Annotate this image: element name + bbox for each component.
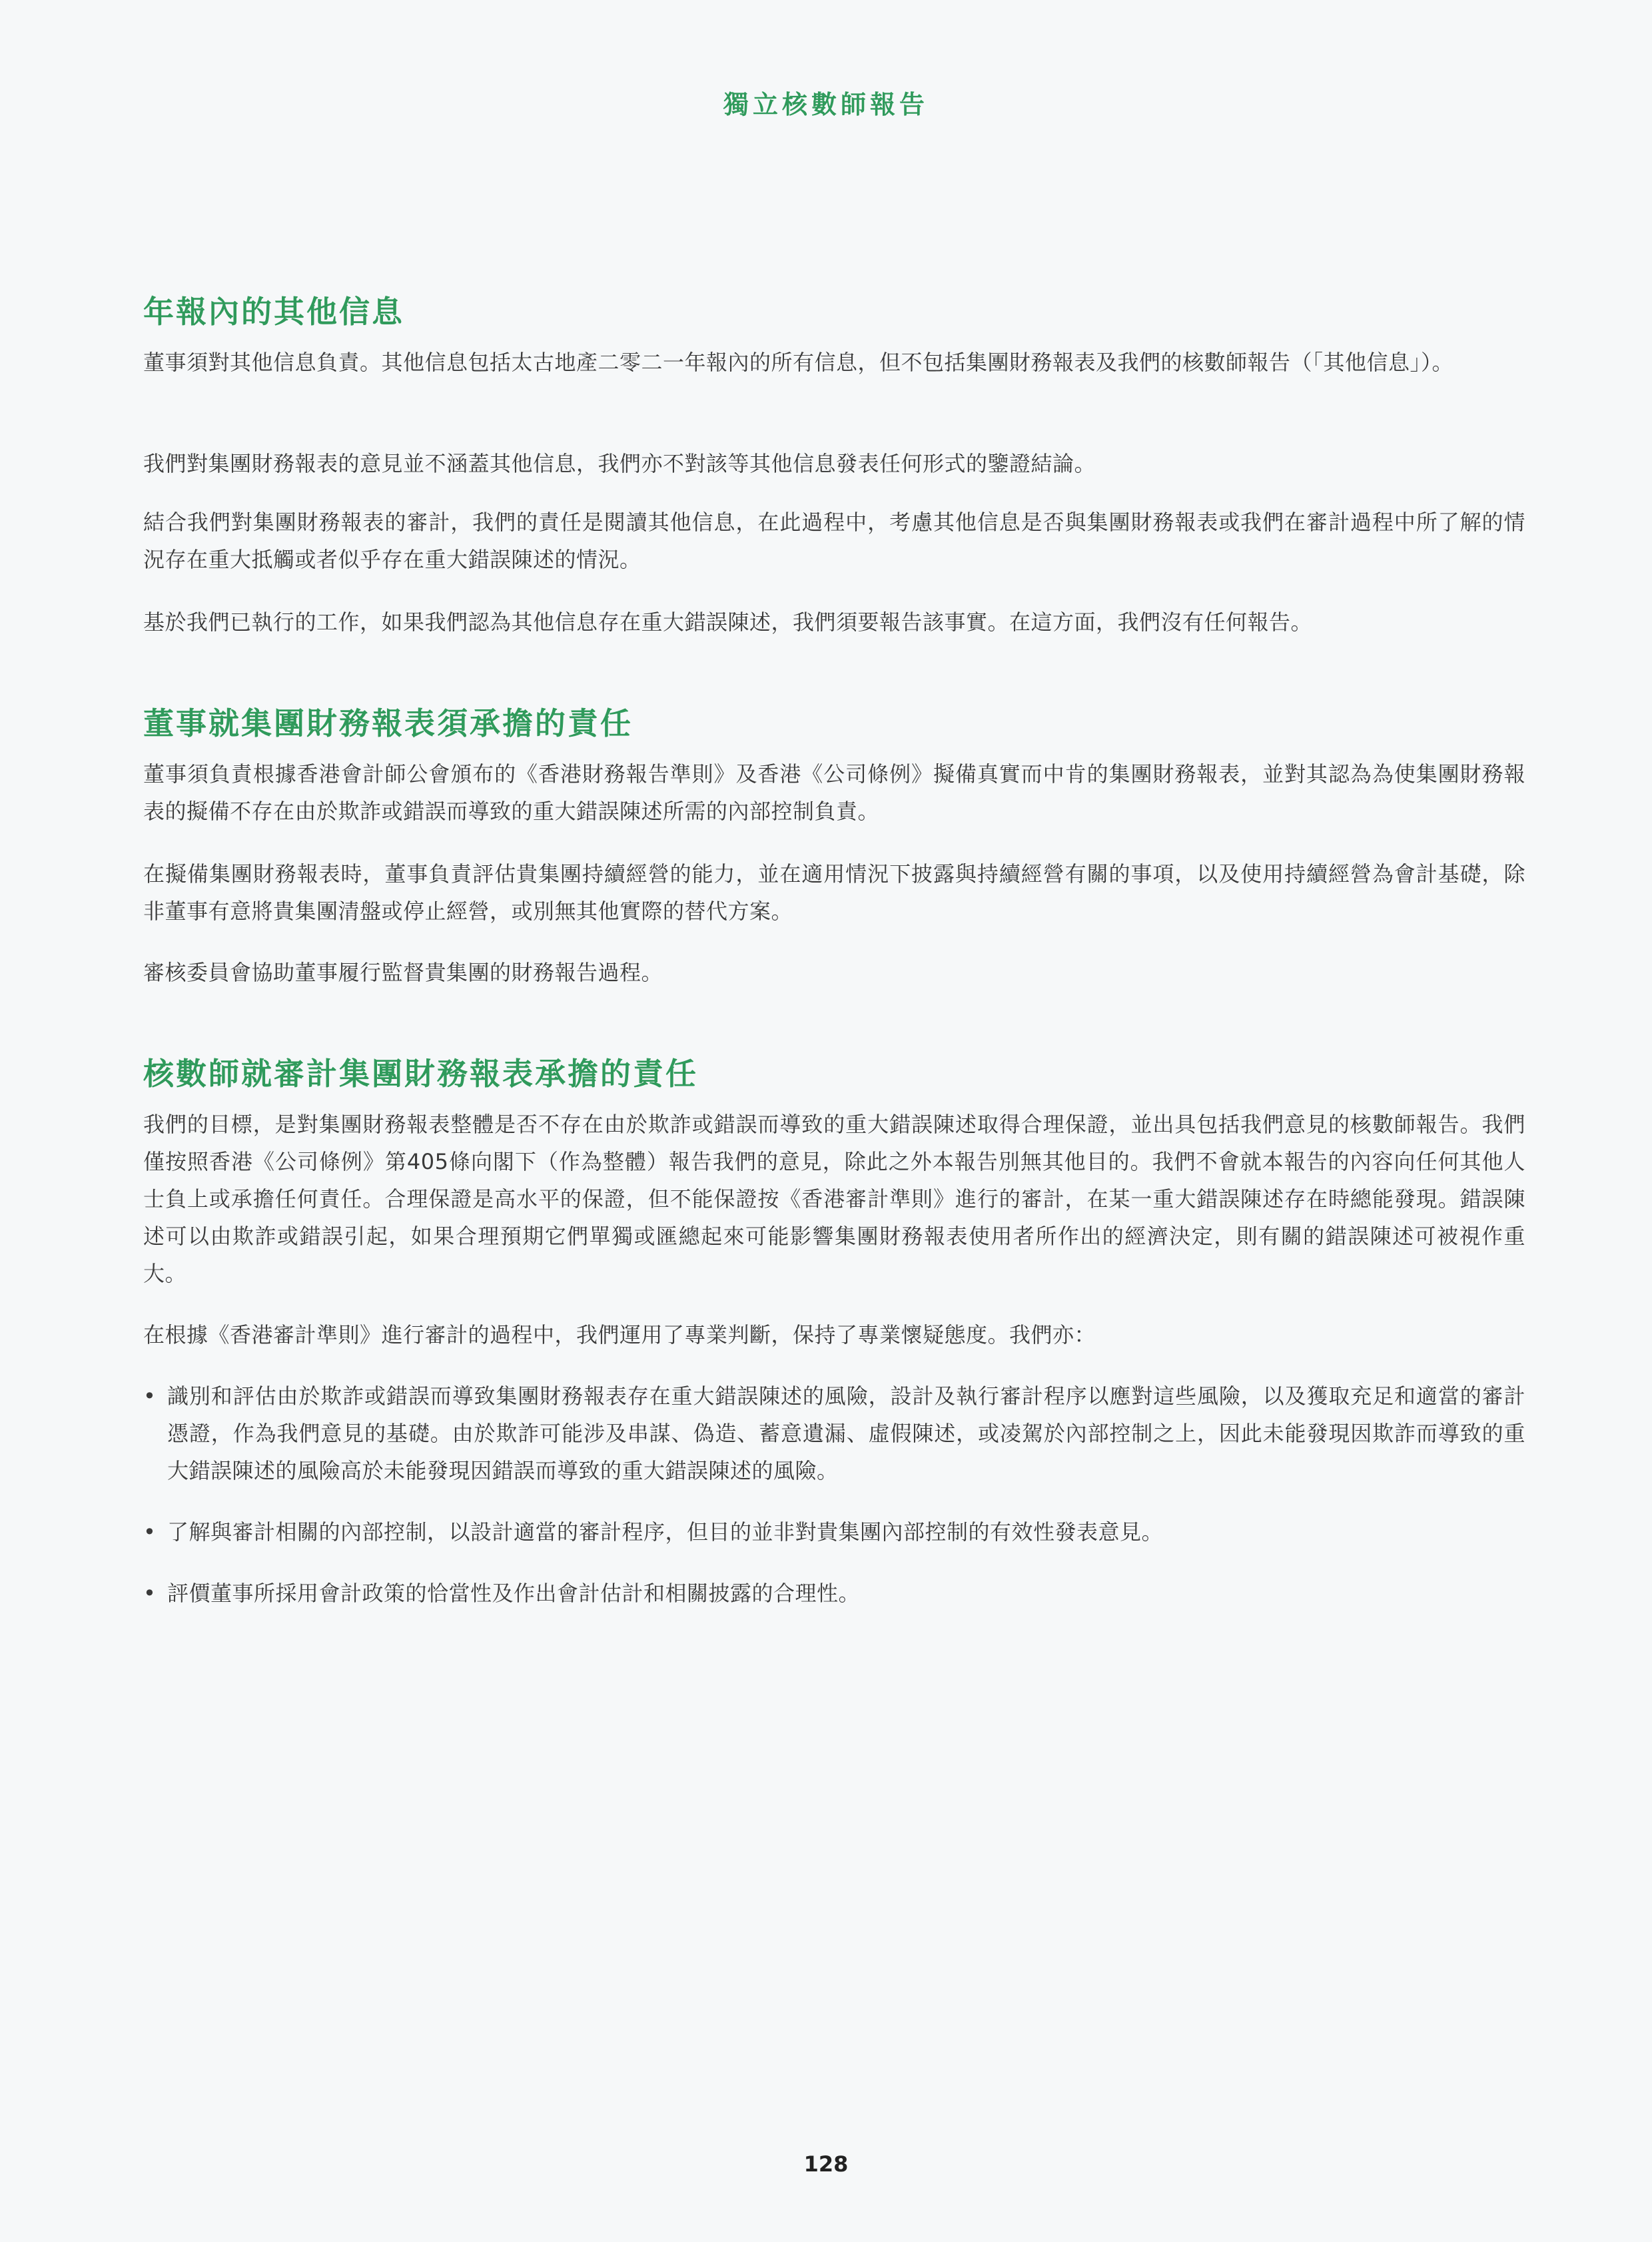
section-title-auditor-responsibilities: 核數師就審計集團財務報表承擔的責任 <box>143 1056 698 1092</box>
paragraph: 我們對集團財務報表的意見並不涵蓋其他信息，我們亦不對該等其他信息發表任何形式的鑒證結論。 <box>143 451 1096 476</box>
paragraph: 董事須負責根據香港會計師公會頒布的《香港財務報告準則》及香港《公司條例》擬備真實而中肯的集團財務報表，並對其認為為使集團財務報表的擬備不存在由於欺詐或錯誤而導致的重大錯誤陳述所需的內部控制負責。 <box>143 761 1525 824</box>
paragraph: 審核委員會協助董事履行監督貴集團的財務報告過程。 <box>143 960 663 985</box>
paragraph: 結合我們對集團財務報表的審計，我們的責任是閱讀其他信息，在此過程中，考慮其他信息是否與集團財務報表或我們在審計過程中所了解的情況存在重大抵觸或者似乎存在重大錯誤陳述的情況。 <box>143 510 1525 572</box>
paragraph: 我們的目標，是對集團財務報表整體是否不存在由於欺詐或錯誤而導致的重大錯誤陳述取得合理保證，並出具包括我們意見的核數師報告。我們僅按照香港《公司條例》第405條向閣下（作為整體）報告我們的意見，除此之外本報告別無其他目的。我們不會就本報告的內容向任何其他人士負上或承擔任何責任。合理保證是高水平的保證，但不能保證按《香港審計準則》進行的審計，在某一重大錯誤陳述存在時總能發現。錯誤陳述可以由欺詐或錯誤引起，如果合理預期它們單獨或匯總起來可能影響集團財務報表使用者所作出的經濟決定，則有關的錯誤陳述可被視作重大。 <box>143 1112 1525 1286</box>
paragraph: 在擬備集團財務報表時，董事負責評估貴集團持續經營的能力，並在適用情況下披露與持續經營有關的事項，以及使用持續經營為會計基礎，除非董事有意將貴集團清盤或停止經營，或別無其他實際的替代方案。 <box>143 861 1525 924</box>
bullet-icon: • <box>143 1519 156 1545</box>
section-title-directors-responsibilities: 董事就集團財務報表須承擔的責任 <box>143 705 633 741</box>
bullet-text: 了解與審計相關的內部控制，以設計適當的審計程序，但目的並非對貴集團內部控制的有效性發表意見。 <box>167 1519 1164 1545</box>
paragraph: 董事須對其他信息負責。其他信息包括太古地產二零二一年報內的所有信息，但不包括集團財務報表及我們的核數師報告（「其他信息」）。 <box>143 350 1454 375</box>
running-header: 獨立核數師報告 <box>723 90 929 119</box>
page-number: 128 <box>803 2151 849 2177</box>
bullet-text: 評價董事所採用會計政策的恰當性及作出會計估計和相關披露的合理性。 <box>167 1581 861 1606</box>
bullet-icon: • <box>143 1581 156 1606</box>
section-title-other-information: 年報內的其他信息 <box>143 294 404 330</box>
paragraph: 基於我們已執行的工作，如果我們認為其他信息存在重大錯誤陳述，我們須要報告該事實。在這方面，我們沒有任何報告。 <box>143 609 1313 635</box>
bullet-text: 識別和評估由於欺詐或錯誤而導致集團財務報表存在重大錯誤陳述的風險，設計及執行審計程序以應對這些風險，以及獲取充足和適當的審計憑證，作為我們意見的基礎。由於欺詐可能涉及串謀、偽造、蓄意遺漏、虛假陳述，或凌駕於內部控制之上，因此未能發現因欺詐而導致的重大錯誤陳述的風險高於未能發現因錯誤而導致的重大錯誤陳述的風險。 <box>167 1383 1525 1483</box>
paragraph: 在根據《香港審計準則》進行審計的過程中，我們運用了專業判斷，保持了專業懷疑態度。我們亦： <box>143 1322 1096 1347</box>
bullet-icon: • <box>143 1383 156 1409</box>
